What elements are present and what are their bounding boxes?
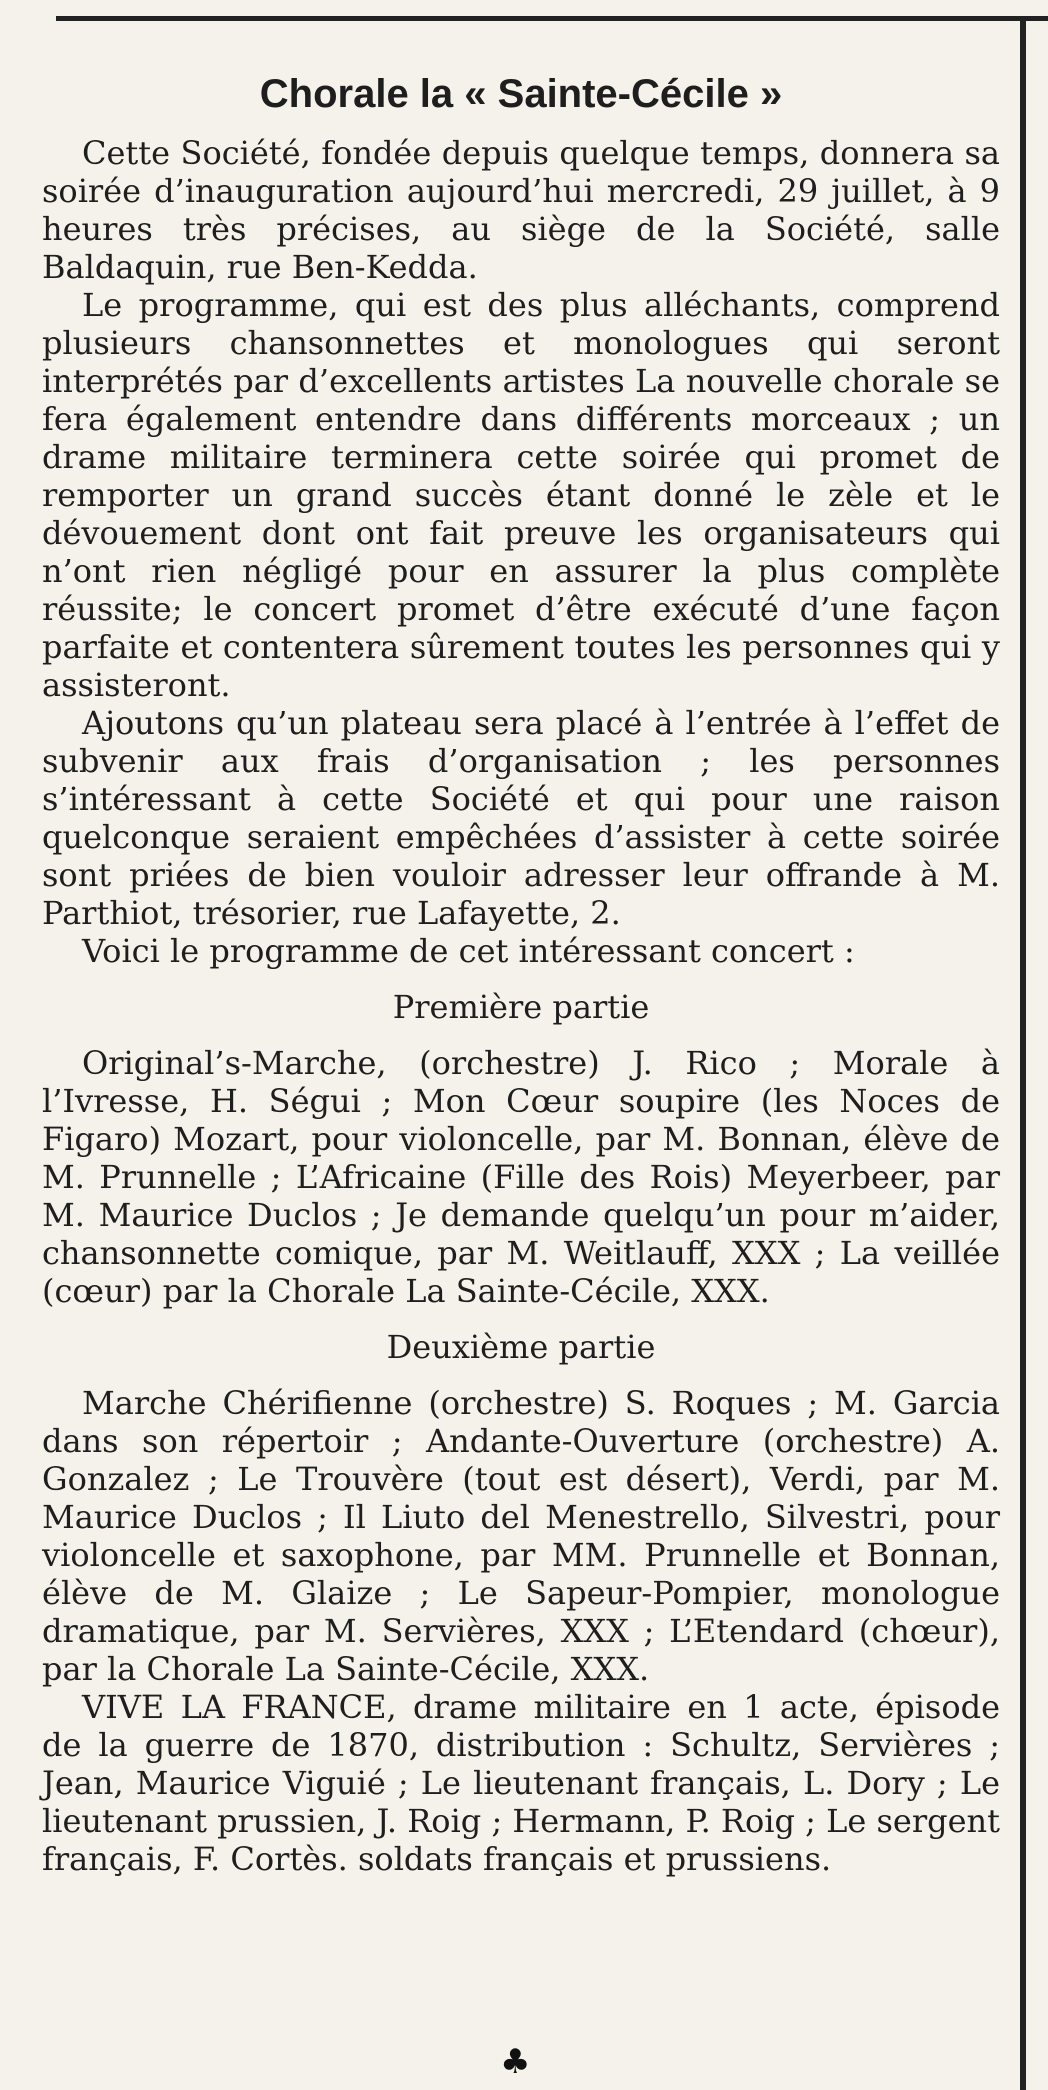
- paragraph-voici: Voici le programme de cet intéressant concert :: [82, 932, 855, 970]
- column-rule: [1020, 16, 1026, 2090]
- paragraph-intro: Cette Société, fondée depuis quelque temps, donnera sa soirée d’inauguration aujourd’hui mercredi, 29 juillet, à 9 heures très précises, au siège de la Société, salle Baldaquin, rue Ben-Kedda.: [42, 134, 1000, 286]
- article-column: [42, 60, 1000, 1878]
- top-rule: [56, 0, 1048, 21]
- part1-text: Original’s-Marche, (orchestre) J. Rico ; Morale à l’Ivresse, H. Ségui ; Mon Cœur soupire (les Noces de Figaro) Mozart, pour violoncelle, par M. Bonnan, élève de M. Prunnelle ; L’Africaine (Fille des Rois) Meyerbeer, par M. Maurice Duclos ; Je demande quelqu’un pour m’aider, chansonnette comique, par M. Weitlauff, XXX ; La veillée (cœur) par la Chorale La Sainte-Cécile, XXX.: [42, 1044, 1000, 1310]
- drama-text: VIVE LA FRANCE, drame militaire en 1 acte, épisode de la guerre de 1870, distribution : Schultz, Servières ; Jean, Maurice Viguié ; Le lieutenant français, L. Dory ; Le lieutenant prussien, J. Roig ; Hermann, P. Roig ; Le sergent français, F. Cortès. soldats français et prussiens.: [42, 1688, 1001, 1878]
- part2-text: Marche Chérifienne (orchestre) S. Roques ; M. Garcia dans son répertoir ; Andante-Ouverture (orchestre) A. Gonzalez ; Le Trouvère (tout est désert), Verdi, par M. Maurice Duclos ; Il Liuto del Menestrello, Silvestri, pour violoncelle et saxophone, par MM. Prunnelle et Bonnan, élève de M. Glaize ; Le Sapeur-Pompier, monologue dramatique, par M. Servières, XXX ; L’Etendard (chœur), par la Chorale La Sainte-Cécile, XXX.: [42, 1384, 1000, 1688]
- paragraph-programme: Le programme, qui est des plus alléchants, comprend plusieurs chansonnettes et monologues qui seront interprétés par d’excellents artistes La nouvelle chorale se fera également entendre dans différents morceaux ; un drame militaire terminera cette soirée qui promet de remporter un grand succès étant donné le zèle et le dévouement dont ont fait preuve les organisateurs qui n’ont rien négligé pour en assurer la plus complète réussite; le concert promet d’être exécuté d’une façon parfaite et contentera sûrement toutes les personnes qui y assisteront.: [42, 286, 1000, 704]
- part2-heading: Deuxième partie: [386, 1328, 656, 1366]
- article-title: Chorale la « Sainte-Cécile »: [259, 72, 783, 116]
- paragraph-plateau: Ajoutons qu’un plateau sera placé à l’entrée à l’effet de subvenir aux frais d’organisation ; les personnes s’intéressant à cette Société et qui pour une raison quelconque seraient empêchées d’assister à cette soirée sont priées de bien vouloir adresser leur offrande à M. Parthiot, trésorier, rue Lafayette, 2.: [42, 704, 1000, 932]
- part1-heading: Première partie: [392, 988, 650, 1026]
- ornament-icon: ♣: [500, 2042, 531, 2082]
